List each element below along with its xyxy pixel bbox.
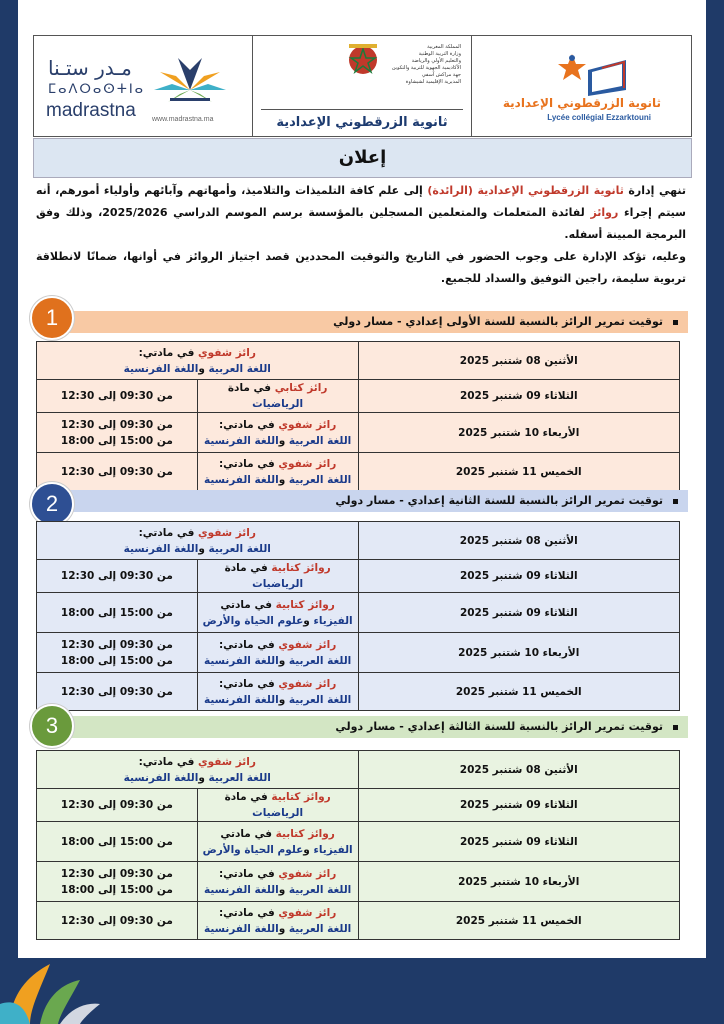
announcement-title: إعلان	[33, 138, 692, 178]
day-cell: الثلاثاء 09 شتنبر 2025	[358, 822, 680, 862]
test-type: رائز كتابي	[274, 382, 328, 394]
madrastna-tifinagh: ⵎⴰⴷⵔⴰⵙⵜⵏⴰ	[48, 82, 146, 97]
table-row	[37, 673, 680, 711]
day-cell: الخميس 11 شتنبر 2025	[358, 453, 680, 491]
time-slot: من 09:30 إلى 12:30	[60, 638, 173, 651]
time-cell	[37, 789, 198, 822]
test-description-cell	[197, 902, 358, 940]
test-description-cell	[197, 453, 358, 491]
subject-name: اللغة العربية	[285, 922, 352, 935]
table-row	[37, 862, 680, 902]
table-row	[37, 342, 680, 380]
day-cell: الثلاثاء 09 شتنبر 2025	[358, 789, 680, 822]
test-connector: في مادتي	[220, 598, 276, 611]
time-cell	[37, 902, 198, 940]
flower-icon	[150, 50, 230, 114]
subject-name: اللغة العربية	[285, 654, 352, 667]
ministry-line: الأكاديمية الجهوية للتربية والتكوين	[391, 65, 461, 71]
table-row	[37, 789, 680, 822]
subject-name: اللغة العربية	[204, 542, 271, 555]
intro-text-part: تنهي إدارة	[623, 184, 687, 197]
test-description-cell	[197, 413, 358, 453]
subject-name: اللغة الفرنسية	[203, 434, 279, 447]
subject-name: اللغة العربية	[285, 693, 352, 706]
test-connector: في مادتي	[220, 827, 276, 840]
ministry-line: والتعليم الأولي والرياضة	[411, 58, 461, 64]
ministry-line: المديرية الإقليمية لشيشاوة	[405, 79, 461, 85]
subject-connector: و	[278, 693, 286, 706]
day-cell: الخميس 11 شتنبر 2025	[358, 902, 680, 940]
time-slot: من 09:30 إلى 12:30	[60, 799, 173, 811]
test-description-cell	[197, 560, 358, 593]
test-connector: في مادتي:	[218, 457, 279, 470]
time-cell	[37, 380, 198, 413]
madrastna-latin: madrastna	[46, 100, 136, 121]
test-connector: في مادتي:	[138, 526, 199, 539]
test-type: روائز كتابية	[271, 791, 331, 803]
schedule-table	[36, 341, 680, 491]
intro-paragraph-1	[36, 180, 686, 246]
section-heading	[38, 490, 688, 512]
section-number-badge: 3	[30, 704, 74, 748]
day-cell: الثلاثاء 09 شتنبر 2025	[358, 380, 680, 413]
table-row	[37, 560, 680, 593]
section-heading	[38, 716, 688, 738]
subject-name: الفيزياء	[309, 614, 353, 627]
test-type: رائز شفوي	[198, 526, 256, 539]
subject-connector: و	[303, 614, 310, 627]
ministry-line: المملكة المغربية	[427, 44, 461, 50]
intro-text	[36, 180, 686, 290]
test-description-cell	[197, 380, 358, 413]
time-slot: من 09:30 إلى 12:30	[60, 570, 173, 582]
table-row	[37, 413, 680, 453]
intro-paragraph-2: وعليه، تؤكد الإدارة على وجوب الحضور في التاريخ والتوقيت المحددين قصد اجتياز الروائز في أوانها، ضمانًا لانطلاقة تربوية سليمة، راجين التوفيق والسداد للجميع.	[36, 250, 686, 285]
time-slot: من 15:00 إلى 18:00	[60, 606, 173, 619]
table-row	[37, 633, 680, 673]
test-description-cell	[197, 789, 358, 822]
test-description-cell	[37, 522, 359, 560]
table-row	[37, 593, 680, 633]
time-slot: من 09:30 إلى 12:30	[60, 914, 173, 927]
subject-name: اللغة الفرنسية	[123, 542, 199, 555]
test-connector: في مادتي:	[218, 906, 279, 919]
time-cell	[37, 560, 198, 593]
test-connector: في مادتي:	[138, 346, 199, 359]
test-connector: في مادتي:	[138, 755, 199, 768]
table-row	[37, 822, 680, 862]
schedule-table	[36, 750, 680, 940]
section-heading	[38, 311, 688, 333]
subject-name: الرياضيات	[252, 578, 304, 590]
subject-connector: و	[278, 654, 286, 667]
day-cell: الأثنين 08 شتنبر 2025	[358, 522, 680, 560]
test-type: رائز شفوي	[278, 677, 337, 690]
subject-connector: و	[278, 922, 286, 935]
day-cell: الثلاثاء 09 شتنبر 2025	[358, 593, 680, 633]
test-description-cell	[197, 822, 358, 862]
subject-name: اللغة الفرنسية	[203, 654, 279, 667]
test-type: رائز شفوي	[278, 457, 337, 470]
subject-name: اللغة الفرنسية	[123, 771, 199, 784]
test-type: روائز كتابية	[275, 598, 335, 611]
time-cell	[37, 593, 198, 633]
rawaiz-highlight: روائز	[590, 206, 619, 219]
madrastna-url: www.madrastna.ma	[152, 116, 214, 123]
bullet-icon	[673, 499, 678, 504]
test-description-cell	[197, 633, 358, 673]
subject-name: اللغة العربية	[204, 362, 271, 375]
time-slot: من 15:00 إلى 18:00	[60, 654, 173, 667]
day-cell: الأربعاء 10 شتنبر 2025	[358, 862, 680, 902]
bullet-icon	[673, 320, 678, 325]
ministry-line: جهة مراكش آسفي	[421, 72, 461, 78]
table-row	[37, 453, 680, 491]
test-connector: في مادة	[224, 791, 272, 803]
test-connector: في مادة	[227, 382, 275, 394]
intro-text-part: لفائدة المتعلمات والمتعلمين المسجلين بالمؤسسة برسم الموسم الدراسي 2025/2026، وذلك وفق البرمجة المبينة أسفله.	[36, 206, 686, 241]
test-type: رائز شفوي	[278, 418, 337, 431]
subject-name: اللغة الفرنسية	[203, 473, 279, 486]
test-description-cell	[197, 862, 358, 902]
ministry-logo	[253, 36, 472, 136]
school-logo-arabic: ثانوية الزرقطوني الإعدادية	[502, 96, 661, 110]
school-logo-latin: Lycée collégial Ezzarktouni	[547, 113, 651, 122]
subject-name: الرياضيات	[252, 398, 304, 410]
time-cell	[37, 822, 198, 862]
subject-name: علوم الحياة والأرض	[202, 843, 304, 856]
time-slot: من 15:00 إلى 18:00	[60, 434, 173, 447]
subject-name: الفيزياء	[309, 843, 353, 856]
subject-name: اللغة العربية	[285, 473, 352, 486]
test-connector: في مادتي:	[218, 418, 279, 431]
subject-connector: و	[278, 434, 286, 447]
time-slot: من 15:00 إلى 18:00	[60, 883, 173, 896]
subject-name: اللغة الفرنسية	[203, 693, 279, 706]
section-heading-text: توقيت تمرير الرائز بالنسبة للسنة الثالثة إعدادي - مسار دولي	[335, 720, 663, 733]
test-type: رائز شفوي	[278, 867, 337, 880]
madrastna-logo	[34, 36, 253, 136]
time-slot: من 09:30 إلى 12:30	[60, 390, 173, 402]
school-logo	[472, 36, 691, 136]
schedule-table	[36, 521, 680, 711]
test-description-cell	[37, 342, 359, 380]
subject-name: اللغة الفرنسية	[203, 922, 279, 935]
section-heading-text: توقيت تمرير الرائز بالنسبة للسنة الثانية إعدادي - مسار دولي	[335, 494, 663, 507]
subject-name: الرياضيات	[252, 807, 304, 819]
time-cell	[37, 862, 198, 902]
time-slot: من 09:30 إلى 12:30	[60, 685, 173, 698]
test-description-cell	[37, 751, 359, 789]
subject-connector: و	[278, 883, 286, 896]
school-name-highlight: ثانوية الزرقطوني الإعدادية (الرائدة)	[427, 184, 624, 197]
subject-connector: و	[198, 542, 205, 555]
test-type: روائز كتابية	[275, 827, 335, 840]
section-number-badge: 2	[30, 482, 74, 526]
subject-connector: و	[303, 843, 310, 856]
ministry-school-title: ثانوية الزرقطوني الإعدادية	[276, 115, 448, 130]
time-cell	[37, 633, 198, 673]
day-cell: الأربعاء 10 شتنبر 2025	[358, 633, 680, 673]
test-connector: في مادتي:	[218, 677, 279, 690]
subject-connector: و	[198, 362, 205, 375]
header-logos	[33, 35, 692, 137]
madrastna-arabic: مـدر ستـنا	[48, 56, 132, 80]
subject-name: اللغة العربية	[204, 771, 271, 784]
test-type: رائز شفوي	[198, 346, 256, 359]
intro-text-part: إلى علم كافة التلميذات والتلاميذ، وأمهاتهم وآبائهم وأولياء أمورهم، أنه سيتم إجراء	[36, 184, 686, 219]
decorative-leaves-icon	[0, 944, 120, 1024]
day-cell: الأربعاء 10 شتنبر 2025	[358, 413, 680, 453]
ministry-lines	[261, 44, 461, 86]
day-cell: الخميس 11 شتنبر 2025	[358, 673, 680, 711]
test-description-cell	[197, 593, 358, 633]
day-cell: الأثنين 08 شتنبر 2025	[358, 342, 680, 380]
test-description-cell	[197, 673, 358, 711]
time-slot: من 15:00 إلى 18:00	[60, 835, 173, 848]
subject-name: اللغة العربية	[285, 883, 352, 896]
subject-name: اللغة العربية	[285, 434, 352, 447]
test-type: روائز كتابية	[271, 562, 331, 574]
section-number-badge: 1	[30, 296, 74, 340]
test-connector: في مادتي:	[218, 638, 279, 651]
test-type: رائز شفوي	[198, 755, 256, 768]
table-row	[37, 751, 680, 789]
table-row	[37, 522, 680, 560]
table-row	[37, 902, 680, 940]
subject-name: علوم الحياة والأرض	[202, 614, 304, 627]
time-slot: من 09:30 إلى 12:30	[60, 867, 173, 880]
test-type: رائز شفوي	[278, 638, 337, 651]
ministry-line: وزارة التربية الوطنية	[418, 51, 461, 57]
star-book-icon	[542, 50, 632, 98]
time-slot: من 09:30 إلى 12:30	[60, 418, 173, 431]
time-slot: من 09:30 إلى 12:30	[60, 465, 173, 478]
subject-connector: و	[198, 771, 205, 784]
day-cell: الأثنين 08 شتنبر 2025	[358, 751, 680, 789]
subject-connector: و	[278, 473, 286, 486]
bullet-icon	[673, 725, 678, 730]
table-row	[37, 380, 680, 413]
section-heading-text: توقيت تمرير الرائز بالنسبة للسنة الأولى إعدادي - مسار دولي	[333, 315, 663, 328]
time-cell	[37, 413, 198, 453]
test-type: رائز شفوي	[278, 906, 337, 919]
subject-name: اللغة الفرنسية	[123, 362, 199, 375]
subject-name: اللغة الفرنسية	[203, 883, 279, 896]
day-cell: الثلاثاء 09 شتنبر 2025	[358, 560, 680, 593]
test-connector: في مادتي:	[218, 867, 279, 880]
divider	[261, 109, 463, 110]
test-connector: في مادة	[224, 562, 272, 574]
